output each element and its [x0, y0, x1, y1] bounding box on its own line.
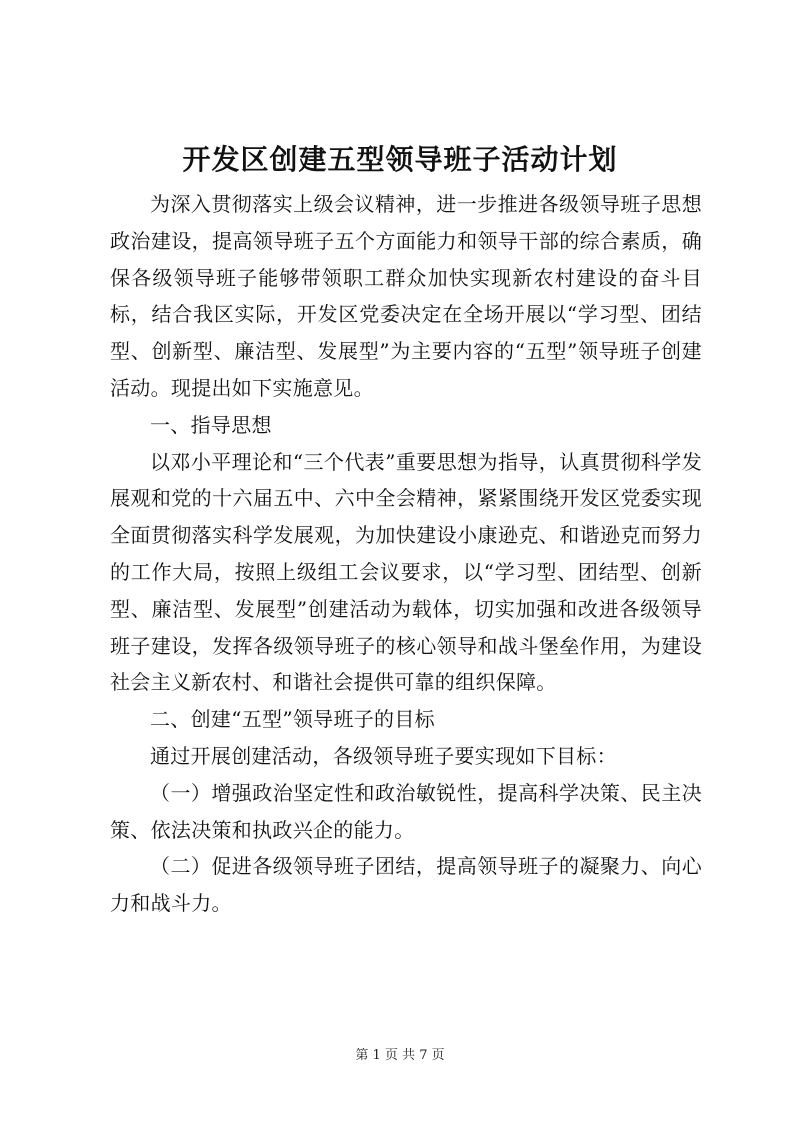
section-heading-goals: 二、创建“五型”领导班子的目标 [150, 707, 435, 732]
document-title: 开发区创建五型领导班子活动计划 [182, 143, 618, 176]
page-number-footer: 第 1 页 共 7 页 [355, 1048, 445, 1063]
section-heading-guiding-ideology: 一、指导思想 [150, 412, 272, 437]
goal-item-1: （一）增强政治坚定性和政治敏锐性，提高科学决策、民主决策、依法决策和执政兴企的能力。 [110, 780, 702, 842]
intro-paragraph: 为深入贯彻落实上级会议精神，进一步推进各级领导班子思想政治建设，提高领导班子五个方面能力和领导干部的综合素质，确保各级领导班子能够带领职工群众加快实现新农村建设的奋斗目标，结合我区实际，开发区党委决定在全场开展以“学习型、团结型、创新型、廉洁型、发展型”为主要内容的“五型”领导班子创建活动。现提出如下实施意见。 [110, 192, 702, 400]
document-body [110, 186, 702, 922]
guiding-ideology-paragraph: 以邓小平理论和“三个代表”重要思想为指导，认真贯彻科学发展观和党的十六届五中、六中全会精神，紧紧围绕开发区党委实现全面贯彻落实科学发展观，为加快建设小康逊克、和谐逊克而努力的工作大局，按照上级组工会议要求，以“学习型、团结型、创新型、廉洁型、发展型”创建活动为载体，切实加强和改进各级领导班子建设，发挥各级领导班子的核心领导和战斗堡垒作用，为建设社会主义新农村、和谐社会提供可靠的组织保障。 [110, 449, 702, 695]
goals-intro-paragraph: 通过开展创建活动，各级领导班子要实现如下目标： [150, 743, 617, 768]
goal-item-2: （二）促进各级领导班子团结，提高领导班子的凝聚力、向心力和战斗力。 [110, 854, 702, 916]
